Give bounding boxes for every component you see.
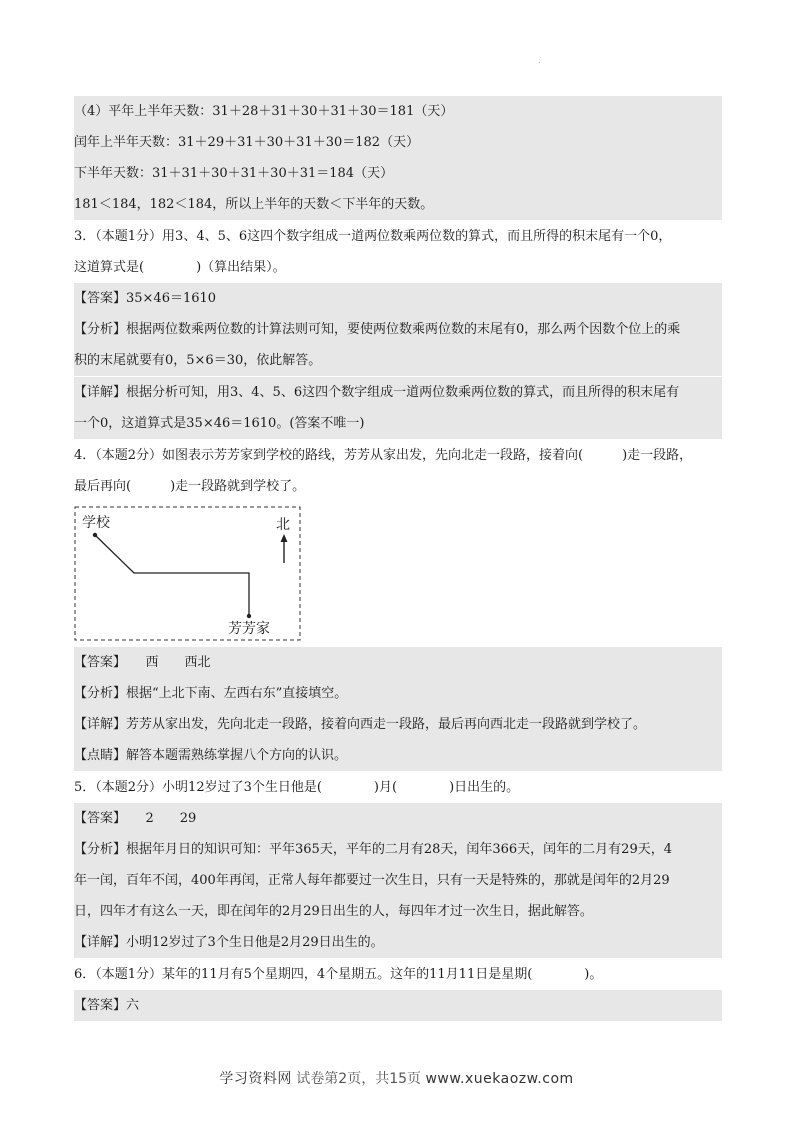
analysis-line: 年一闰，百年不闰，400年再闰，正常人每年都要过一次生日，只有一天是特殊的，那就是闰年的2月29	[74, 865, 722, 896]
watermark-text: 学习资料网	[219, 1071, 292, 1087]
question-4-text: 4．（本题2分）如图表示芳芳家到学校的路线，芳芳从家出发，先向北走一段路，接着向( )走一段路，	[74, 448, 693, 463]
question-5-text: 5．（本题2分）小明12岁过了3个生日他是( )月( )日出生的。	[74, 780, 520, 795]
detail-line: 一个0，这道算式是35×46＝1610。(答案不唯一)	[74, 408, 722, 439]
question-3-text: 3．（本题1分）用3、4、5、6这四个数字组成一道两位数乘两位数的算式，而且所得的积末尾有一个0，	[74, 229, 672, 244]
detail-line: 【详解】芳芳从家出发，先向北走一段路，接着向西走一段路，最后再向西北走一段路就到学校了。	[74, 709, 722, 740]
watermark-url: www.xuekaozw.com	[425, 1071, 574, 1087]
answer-line: 【答案】35×46＝1610	[74, 283, 722, 314]
question-4-text: 最后再向( )走一段路就到学校了。	[74, 479, 306, 494]
answer-line: 闰年上半年天数：31＋29＋31＋30＋31＋30＝182（天）	[74, 127, 722, 158]
analysis-line: 积的末尾就要有0，5×6＝30，依此解答。	[74, 345, 722, 376]
north-arrow-icon	[281, 534, 288, 542]
answer-line: 下半年天数：31＋31＋30＋31＋30＋31＝184（天）	[74, 158, 722, 189]
question-3-text: 这道算式是( )（算出结果）。	[74, 260, 286, 275]
question-6-text: 6．（本题1分）某年的11月有5个星期四，4个星期五。这年的11月11日是星期( )。	[74, 967, 603, 982]
detail-line: 【详解】根据分析可知，用3、4、5、6这四个数字组成一道两位数乘两位数的算式，而且所得的积末尾有	[74, 377, 722, 408]
detail-line: 【详解】小明12岁过了3个生日他是2月29日出生的。	[74, 927, 722, 958]
school-label: 学校	[82, 515, 110, 531]
route-path	[95, 535, 249, 616]
analysis-line: 【分析】根据“上北下南、左西右东”直接填空。	[74, 678, 722, 709]
analysis-line: 日，四年才有这么一天，即在闰年的2月29日出生的人，每四年才过一次生日，据此解答。	[74, 896, 722, 927]
key-point-line: 【点睛】解答本题需熟练掌握八个方向的认识。	[74, 740, 722, 771]
page-number: 试卷第2页，共15页	[296, 1071, 422, 1087]
route-diagram	[74, 506, 302, 642]
answer-line: （4）平年上半年天数：31＋28＋31＋30＋31＋30＝181（天）	[74, 96, 722, 127]
analysis-line: 【分析】根据年月日的知识可知：平年365天，平年的二月有28天，闰年366天，闰年的二月有29天，4	[74, 834, 722, 865]
answer-line: 【答案】六	[74, 990, 722, 1021]
answer-line: 181＜184，182＜184，所以上半年的天数＜下半年的天数。	[74, 189, 722, 220]
page-footer	[0, 1068, 793, 1088]
corner-mark: .	[538, 56, 541, 65]
north-label: 北	[276, 517, 290, 533]
answer-line: 【答案】 2 29	[74, 803, 722, 834]
analysis-line: 【分析】根据两位数乘两位数的计算法则可知，要使两位数乘两位数的末尾有0，那么两个因数个位上的乘	[74, 314, 722, 345]
home-label: 芳芳家	[228, 621, 270, 637]
school-point	[93, 533, 97, 537]
answer-line: 【答案】 西 西北	[74, 647, 722, 678]
